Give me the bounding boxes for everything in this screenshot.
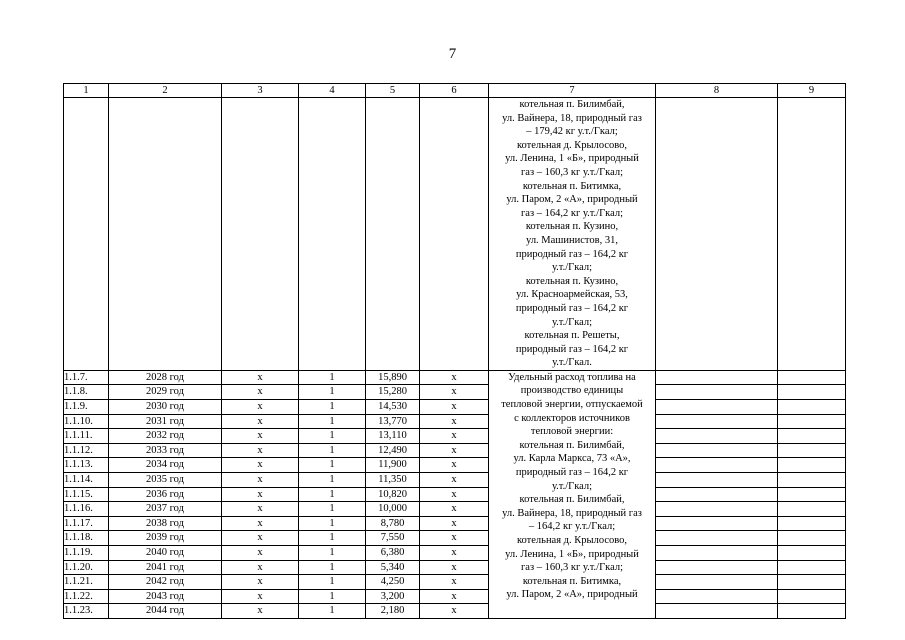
- row-col8: [656, 414, 778, 429]
- continuation-line: у.т./Гкал.: [552, 357, 592, 369]
- row-col9: [778, 560, 846, 575]
- row-col8: [656, 487, 778, 502]
- table-row: [64, 429, 846, 444]
- table-row: [64, 400, 846, 415]
- row-col4: 1: [299, 560, 366, 575]
- table-row: [64, 487, 846, 502]
- row-col9: [778, 443, 846, 458]
- continuation-line: природный газ – 164,2 кг: [515, 343, 629, 355]
- table-row: [64, 458, 846, 473]
- header-col-4: 4: [299, 84, 366, 98]
- header-col-9: 9: [778, 84, 846, 98]
- description-line: котельная п. Билимбай,: [519, 494, 625, 506]
- row-col8: [656, 604, 778, 619]
- row-number: 1.1.19.: [64, 546, 109, 561]
- row-col4: 1: [299, 546, 366, 561]
- row-col9: [778, 502, 846, 517]
- description-line: котельная п. Битимка,: [522, 575, 622, 587]
- table-row: [64, 473, 846, 488]
- row-year: 2028 год: [109, 370, 222, 385]
- row-col6: х: [420, 429, 489, 444]
- row-col3: х: [222, 473, 299, 488]
- description-line: – 164,2 кг у.т./Гкал;: [528, 521, 616, 533]
- row-col4: 1: [299, 458, 366, 473]
- row-col3: х: [222, 487, 299, 502]
- description-line: тепловой энергии, отпускаемой: [501, 399, 643, 411]
- table-row: [64, 604, 846, 619]
- row-number: 1.1.12.: [64, 443, 109, 458]
- row-value: 13,110: [366, 429, 420, 444]
- row-col3: х: [222, 414, 299, 429]
- table-row: [64, 370, 846, 385]
- row-col4: 1: [299, 473, 366, 488]
- continuation-line: у.т./Гкал;: [551, 262, 593, 274]
- row-col9: [778, 575, 846, 590]
- row-value: 5,340: [366, 560, 420, 575]
- row-year: 2034 год: [109, 458, 222, 473]
- row-col6: х: [420, 487, 489, 502]
- row-col4: 1: [299, 502, 366, 517]
- row-col8: [656, 400, 778, 415]
- table-row: [64, 443, 846, 458]
- row-value: 8,780: [366, 516, 420, 531]
- row-col9: [778, 429, 846, 444]
- row-value: 13,770: [366, 414, 420, 429]
- row-number: 1.1.22.: [64, 589, 109, 604]
- row-col4: 1: [299, 414, 366, 429]
- row-value: 10,820: [366, 487, 420, 502]
- row-col3: х: [222, 516, 299, 531]
- row-value: 6,380: [366, 546, 420, 561]
- row-value: 7,550: [366, 531, 420, 546]
- row-number: 1.1.20.: [64, 560, 109, 575]
- row-year: 2044 год: [109, 604, 222, 619]
- description-line: природный газ – 164,2 кг: [515, 467, 629, 479]
- row-col6: х: [420, 370, 489, 385]
- header-col-3: 3: [222, 84, 299, 98]
- row-col4: 1: [299, 443, 366, 458]
- row-col6: х: [420, 546, 489, 561]
- cell-col8: [656, 98, 778, 371]
- cell-col2: [109, 98, 222, 371]
- description-line: ул. Ленина, 1 «Б», природный: [505, 548, 639, 560]
- row-col3: х: [222, 546, 299, 561]
- row-col9: [778, 604, 846, 619]
- header-col-7: 7: [489, 84, 656, 98]
- row-year: 2035 год: [109, 473, 222, 488]
- row-number: 1.1.7.: [64, 370, 109, 385]
- row-col8: [656, 429, 778, 444]
- row-value: 14,530: [366, 400, 420, 415]
- row-col4: 1: [299, 516, 366, 531]
- continuation-line: газ – 164,2 кг у.т./Гкал;: [521, 207, 623, 219]
- page-number: 7: [448, 46, 457, 62]
- row-col3: х: [222, 575, 299, 590]
- row-col9: [778, 370, 846, 385]
- cell-col5: [366, 98, 420, 371]
- row-year: 2033 год: [109, 443, 222, 458]
- continuation-line: ул. Вайнера, 18, природный газ: [502, 112, 642, 124]
- continuation-line: котельная п. Битимка,: [522, 180, 622, 192]
- row-value: 3,200: [366, 589, 420, 604]
- row-year: 2030 год: [109, 400, 222, 415]
- description-line: ул. Вайнера, 18, природный газ: [502, 507, 642, 519]
- row-number: 1.1.11.: [64, 429, 109, 444]
- row-number: 1.1.13.: [64, 458, 109, 473]
- continuation-line: котельная п. Решеты,: [524, 330, 620, 342]
- row-number: 1.1.8.: [64, 385, 109, 400]
- row-value: 11,900: [366, 458, 420, 473]
- row-year: 2042 год: [109, 575, 222, 590]
- description-line: газ – 160,3 кг у.т./Гкал;: [521, 562, 623, 574]
- row-col3: х: [222, 429, 299, 444]
- row-col8: [656, 385, 778, 400]
- row-col6: х: [420, 400, 489, 415]
- row-col3: х: [222, 385, 299, 400]
- row-year: 2040 год: [109, 546, 222, 561]
- row-col3: х: [222, 560, 299, 575]
- row-col9: [778, 385, 846, 400]
- row-value: 15,890: [366, 370, 420, 385]
- row-col6: х: [420, 473, 489, 488]
- row-number: 1.1.15.: [64, 487, 109, 502]
- row-col4: 1: [299, 531, 366, 546]
- continuation-line: у.т./Гкал;: [551, 316, 593, 328]
- row-col3: х: [222, 370, 299, 385]
- row-col9: [778, 546, 846, 561]
- row-year: 2039 год: [109, 531, 222, 546]
- header-col-5: 5: [366, 84, 420, 98]
- row-col9: [778, 531, 846, 546]
- row-col6: х: [420, 575, 489, 590]
- row-number: 1.1.10.: [64, 414, 109, 429]
- row-number: 1.1.14.: [64, 473, 109, 488]
- description-line: Удельный расход топлива на: [508, 371, 636, 383]
- continuation-line: котельная п. Кузино,: [525, 275, 619, 287]
- table-row: [64, 560, 846, 575]
- continuation-line: котельная д. Крылосово,: [516, 139, 627, 151]
- row-col4: 1: [299, 429, 366, 444]
- row-col6: х: [420, 414, 489, 429]
- description-line: у.т./Гкал;: [551, 480, 593, 492]
- cell-col6: [420, 98, 489, 371]
- table-row: [64, 414, 846, 429]
- description-line: производство единицы: [520, 385, 624, 397]
- row-col4: 1: [299, 487, 366, 502]
- row-col8: [656, 502, 778, 517]
- description-line: ул. Карла Маркса, 73 «А»,: [513, 453, 631, 465]
- row-col3: х: [222, 502, 299, 517]
- row-col8: [656, 589, 778, 604]
- row-col8: [656, 560, 778, 575]
- header-col-6: 6: [420, 84, 489, 98]
- row-col9: [778, 400, 846, 415]
- table-row: [64, 502, 846, 517]
- table-row: [64, 589, 846, 604]
- row-col4: 1: [299, 589, 366, 604]
- row-year: 2032 год: [109, 429, 222, 444]
- row-year: 2031 год: [109, 414, 222, 429]
- table-row: [64, 575, 846, 590]
- continuation-line: котельная п. Кузино,: [525, 221, 619, 233]
- row-col8: [656, 458, 778, 473]
- row-col3: х: [222, 531, 299, 546]
- table-row: [64, 546, 846, 561]
- row-col8: [656, 443, 778, 458]
- row-number: 1.1.23.: [64, 604, 109, 619]
- row-number: 1.1.16.: [64, 502, 109, 517]
- cell-col9: [778, 98, 846, 371]
- row-col3: х: [222, 604, 299, 619]
- row-value: 2,180: [366, 604, 420, 619]
- row-col9: [778, 487, 846, 502]
- row-year: 2029 год: [109, 385, 222, 400]
- header-row: [64, 84, 846, 98]
- continuation-line: газ – 160,3 кг у.т./Гкал;: [521, 166, 623, 178]
- row-number: 1.1.18.: [64, 531, 109, 546]
- row-year: 2037 год: [109, 502, 222, 517]
- row-col6: х: [420, 604, 489, 619]
- row-col8: [656, 575, 778, 590]
- row-col6: х: [420, 443, 489, 458]
- row-col6: х: [420, 458, 489, 473]
- row-col6: х: [420, 589, 489, 604]
- description-line: с коллекторов источников: [514, 412, 630, 424]
- header-col-8: 8: [656, 84, 778, 98]
- row-year: 2038 год: [109, 516, 222, 531]
- row-col3: х: [222, 589, 299, 604]
- continuation-line: ул. Красноармейская, 53,: [516, 289, 628, 301]
- row-col3: х: [222, 400, 299, 415]
- row-col9: [778, 473, 846, 488]
- continuation-line: котельная п. Билимбай,: [519, 99, 625, 110]
- row-year: 2043 год: [109, 589, 222, 604]
- row-col6: х: [420, 531, 489, 546]
- header-col-1: 1: [64, 84, 109, 98]
- row-col3: х: [222, 443, 299, 458]
- row-col4: 1: [299, 400, 366, 415]
- continuation-line: природный газ – 164,2 кг: [515, 248, 629, 260]
- table-row: [64, 531, 846, 546]
- continuation-line: ул. Паром, 2 «А», природный: [506, 194, 638, 206]
- row-number: 1.1.9.: [64, 400, 109, 415]
- data-table: [63, 83, 846, 619]
- row-col8: [656, 370, 778, 385]
- header-col-2: 2: [109, 84, 222, 98]
- description-line: котельная д. Крылосово,: [516, 535, 627, 546]
- row-col9: [778, 589, 846, 604]
- continuation-line: – 179,42 кг у.т./Гкал;: [526, 126, 618, 138]
- description-line: ул. Паром, 2 «А», природный: [506, 589, 638, 601]
- row-col6: х: [420, 385, 489, 400]
- row-value: 4,250: [366, 575, 420, 590]
- continuation-line: ул. Машинистов, 31,: [526, 234, 618, 246]
- continuation-row: [64, 98, 846, 371]
- row-col4: 1: [299, 604, 366, 619]
- cell-col1: [64, 98, 109, 371]
- row-col3: х: [222, 458, 299, 473]
- table-row: [64, 516, 846, 531]
- cell-col3: [222, 98, 299, 371]
- row-col8: [656, 531, 778, 546]
- row-col8: [656, 473, 778, 488]
- row-col4: 1: [299, 370, 366, 385]
- row-col4: 1: [299, 385, 366, 400]
- row-value: 10,000: [366, 502, 420, 517]
- description-line: тепловой энергии:: [530, 426, 614, 438]
- row-col6: х: [420, 502, 489, 517]
- row-value: 15,280: [366, 385, 420, 400]
- continuation-description: [489, 98, 656, 371]
- row-number: 1.1.17.: [64, 516, 109, 531]
- row-value: 12,490: [366, 443, 420, 458]
- row-col6: х: [420, 560, 489, 575]
- row-year: 2041 год: [109, 560, 222, 575]
- continuation-line: ул. Ленина, 1 «Б», природный: [505, 153, 639, 165]
- row-col8: [656, 516, 778, 531]
- row-col4: 1: [299, 575, 366, 590]
- cell-col4: [299, 98, 366, 371]
- description-line: котельная п. Билимбай,: [519, 439, 625, 451]
- row-year: 2036 год: [109, 487, 222, 502]
- row-col8: [656, 546, 778, 561]
- row-col9: [778, 458, 846, 473]
- row-col9: [778, 516, 846, 531]
- continuation-line: природный газ – 164,2 кг: [515, 302, 629, 314]
- description-cell: [489, 370, 656, 618]
- table-row: [64, 385, 846, 400]
- row-col9: [778, 414, 846, 429]
- row-value: 11,350: [366, 473, 420, 488]
- row-number: 1.1.21.: [64, 575, 109, 590]
- row-col6: х: [420, 516, 489, 531]
